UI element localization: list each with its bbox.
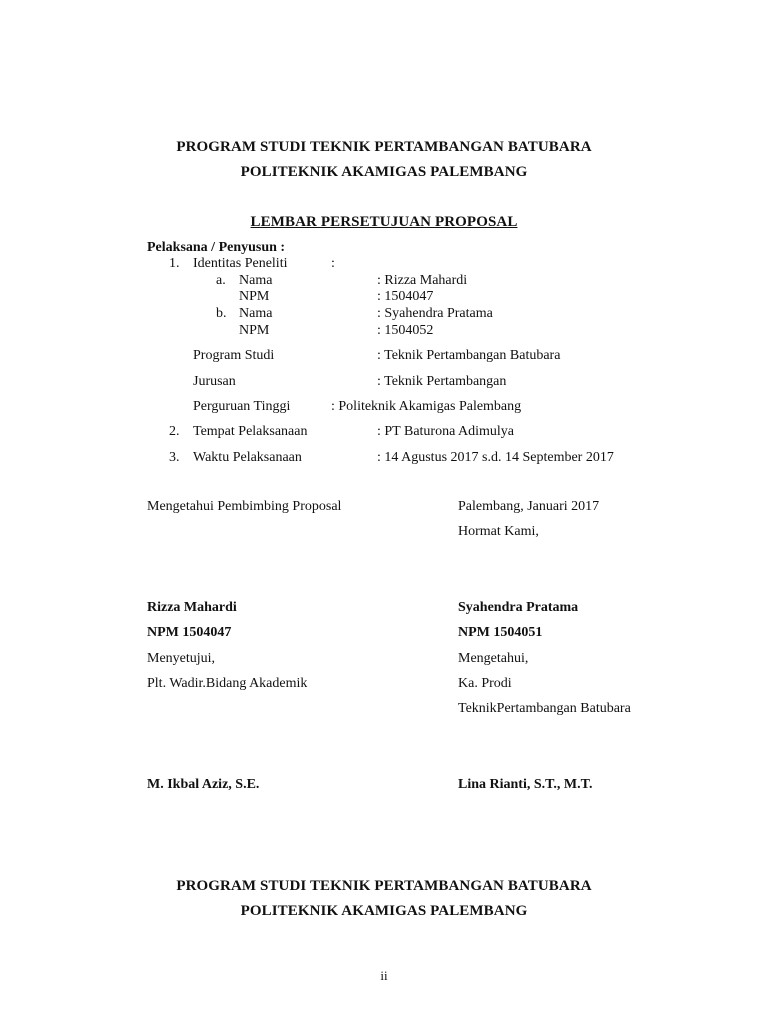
item3-label: Waktu Pelaksanaan	[193, 450, 302, 465]
right-greeting: Hormat Kami,	[458, 524, 539, 539]
b-nama-value: : Syahendra Pratama	[377, 306, 493, 321]
section-label: Pelaksana / Penyusun :	[147, 240, 286, 255]
prodi-label: Program Studi	[193, 348, 275, 363]
item1-colon: :	[331, 256, 335, 271]
right-signatory-npm: NPM 1504051	[458, 625, 543, 640]
a-letter: a.	[216, 273, 226, 288]
left-signatory-npm: NPM 1504047	[147, 625, 232, 640]
item3-number: 3.	[169, 450, 180, 465]
right-official-name: Lina Rianti, S.T., M.T.	[458, 777, 593, 792]
left-official-name: M. Ikbal Aziz, S.E.	[147, 777, 260, 792]
header-program: PROGRAM STUDI TEKNIK PERTAMBANGAN BATUBARA	[176, 139, 592, 155]
b-nama-label: Nama	[239, 306, 273, 321]
item2-number: 2.	[169, 424, 180, 439]
item2-label: Tempat Pelaksanaan	[193, 424, 308, 439]
perguruan-value: : Politeknik Akamigas Palembang	[331, 399, 522, 414]
right-know: Mengetahui,	[458, 651, 529, 666]
a-npm-value: : 1504047	[377, 289, 434, 304]
a-nama-value: : Rizza Mahardi	[377, 273, 468, 288]
page-number: ii	[380, 968, 388, 983]
a-npm-label: NPM	[239, 289, 270, 304]
left-signatory-name: Rizza Mahardi	[147, 600, 237, 615]
page-title: LEMBAR PERSETUJUAN PROPOSAL	[250, 214, 518, 230]
right-position-2: TeknikPertambangan Batubara	[458, 701, 631, 716]
footer-institution: POLITEKNIK AKAMIGAS PALEMBANG	[240, 903, 528, 919]
item3-value: : 14 Agustus 2017 s.d. 14 September 2017	[377, 450, 614, 465]
b-npm-value: : 1504052	[377, 323, 434, 338]
left-position: Plt. Wadir.Bidang Akademik	[147, 676, 308, 691]
left-caption: Mengetahui Pembimbing Proposal	[147, 499, 342, 514]
b-npm-label: NPM	[239, 323, 270, 338]
item1-number: 1.	[169, 256, 180, 271]
item1-label: Identitas Peneliti	[193, 256, 288, 271]
prodi-value: : Teknik Pertambangan Batubara	[377, 348, 561, 363]
header-institution: POLITEKNIK AKAMIGAS PALEMBANG	[240, 164, 528, 180]
left-approve: Menyetujui,	[147, 651, 216, 666]
item2-value: : PT Baturona Adimulya	[377, 424, 515, 439]
footer-program: PROGRAM STUDI TEKNIK PERTAMBANGAN BATUBARA	[176, 878, 592, 894]
right-place-date: Palembang, Januari 2017	[458, 499, 600, 514]
jurusan-value: : Teknik Pertambangan	[377, 374, 507, 389]
right-signatory-name: Syahendra Pratama	[458, 600, 579, 615]
perguruan-label: Perguruan Tinggi	[193, 399, 291, 414]
a-nama-label: Nama	[239, 273, 273, 288]
right-position-1: Ka. Prodi	[458, 676, 512, 691]
b-letter: b.	[216, 306, 227, 321]
jurusan-label: Jurusan	[193, 374, 236, 389]
